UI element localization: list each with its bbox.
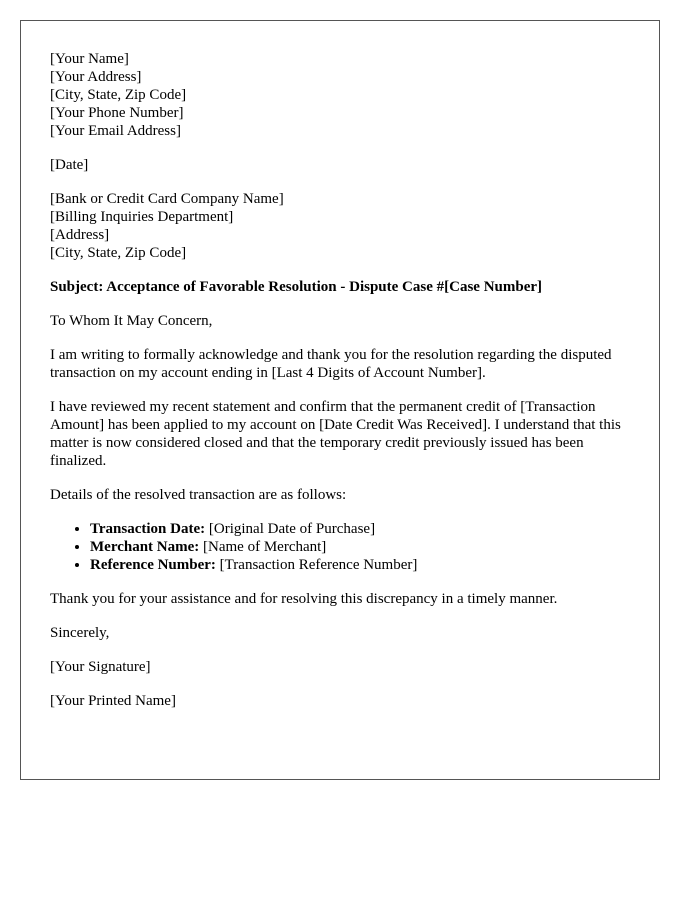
detail-label: Reference Number:: [90, 557, 216, 573]
recipient-city-state-zip: [City, State, Zip Code]: [50, 245, 187, 261]
recipient-company: [Bank or Credit Card Company Name]: [50, 191, 284, 207]
signature-placeholder: [Your Signature]: [50, 659, 151, 675]
printed-name: [Your Printed Name]: [50, 693, 176, 709]
sender-block: [50, 50, 634, 140]
list-item-merchant-name: [90, 538, 634, 556]
recipient-address: [Address]: [50, 227, 110, 243]
recipient-block: [50, 190, 634, 262]
detail-label: Transaction Date:: [90, 521, 206, 537]
date-line: [50, 156, 634, 174]
closing: Sincerely,: [50, 625, 110, 641]
subject-line: Subject: Acceptance of Favorable Resolution - Dispute Case #[Case Number]: [50, 279, 543, 295]
sender-email: [Your Email Address]: [50, 123, 181, 139]
closing-paragraph: Thank you for your assistance and for resolving this discrepancy in a timely manner.: [50, 591, 558, 607]
list-item-transaction-date: [90, 520, 634, 538]
transaction-details-list: [50, 520, 634, 574]
sender-address: [Your Address]: [50, 69, 142, 85]
detail-value: [Original Date of Purchase]: [205, 521, 376, 537]
body-paragraph-3: Details of the resolved transaction are as follows:: [50, 487, 347, 503]
detail-value: [Transaction Reference Number]: [215, 557, 418, 573]
body-paragraph-2: I have reviewed my recent statement and confirm that the permanent credit of [Transaction Amount] has been applied to my account on [Date Credit Was Received]. I understand that this matter is now considered closed and that the temporary credit previously issued has been finalized.: [50, 399, 621, 469]
salutation: To Whom It May Concern,: [50, 313, 213, 329]
body-paragraph-1: I am writing to formally acknowledge and thank you for the resolution regarding the disputed transaction on my account ending in [Last 4 Digits of Account Number].: [50, 347, 612, 381]
detail-value: [Name of Merchant]: [199, 539, 327, 555]
detail-label: Merchant Name:: [90, 539, 200, 555]
list-item-reference-number: [90, 556, 634, 574]
letter-content: [50, 50, 634, 710]
recipient-department: [Billing Inquiries Department]: [50, 209, 234, 225]
sender-city-state-zip: [City, State, Zip Code]: [50, 87, 187, 103]
letter-page: [20, 20, 660, 780]
sender-name: [Your Name]: [50, 51, 129, 67]
letter-date: [Date]: [50, 157, 89, 173]
sender-phone: [Your Phone Number]: [50, 105, 184, 121]
